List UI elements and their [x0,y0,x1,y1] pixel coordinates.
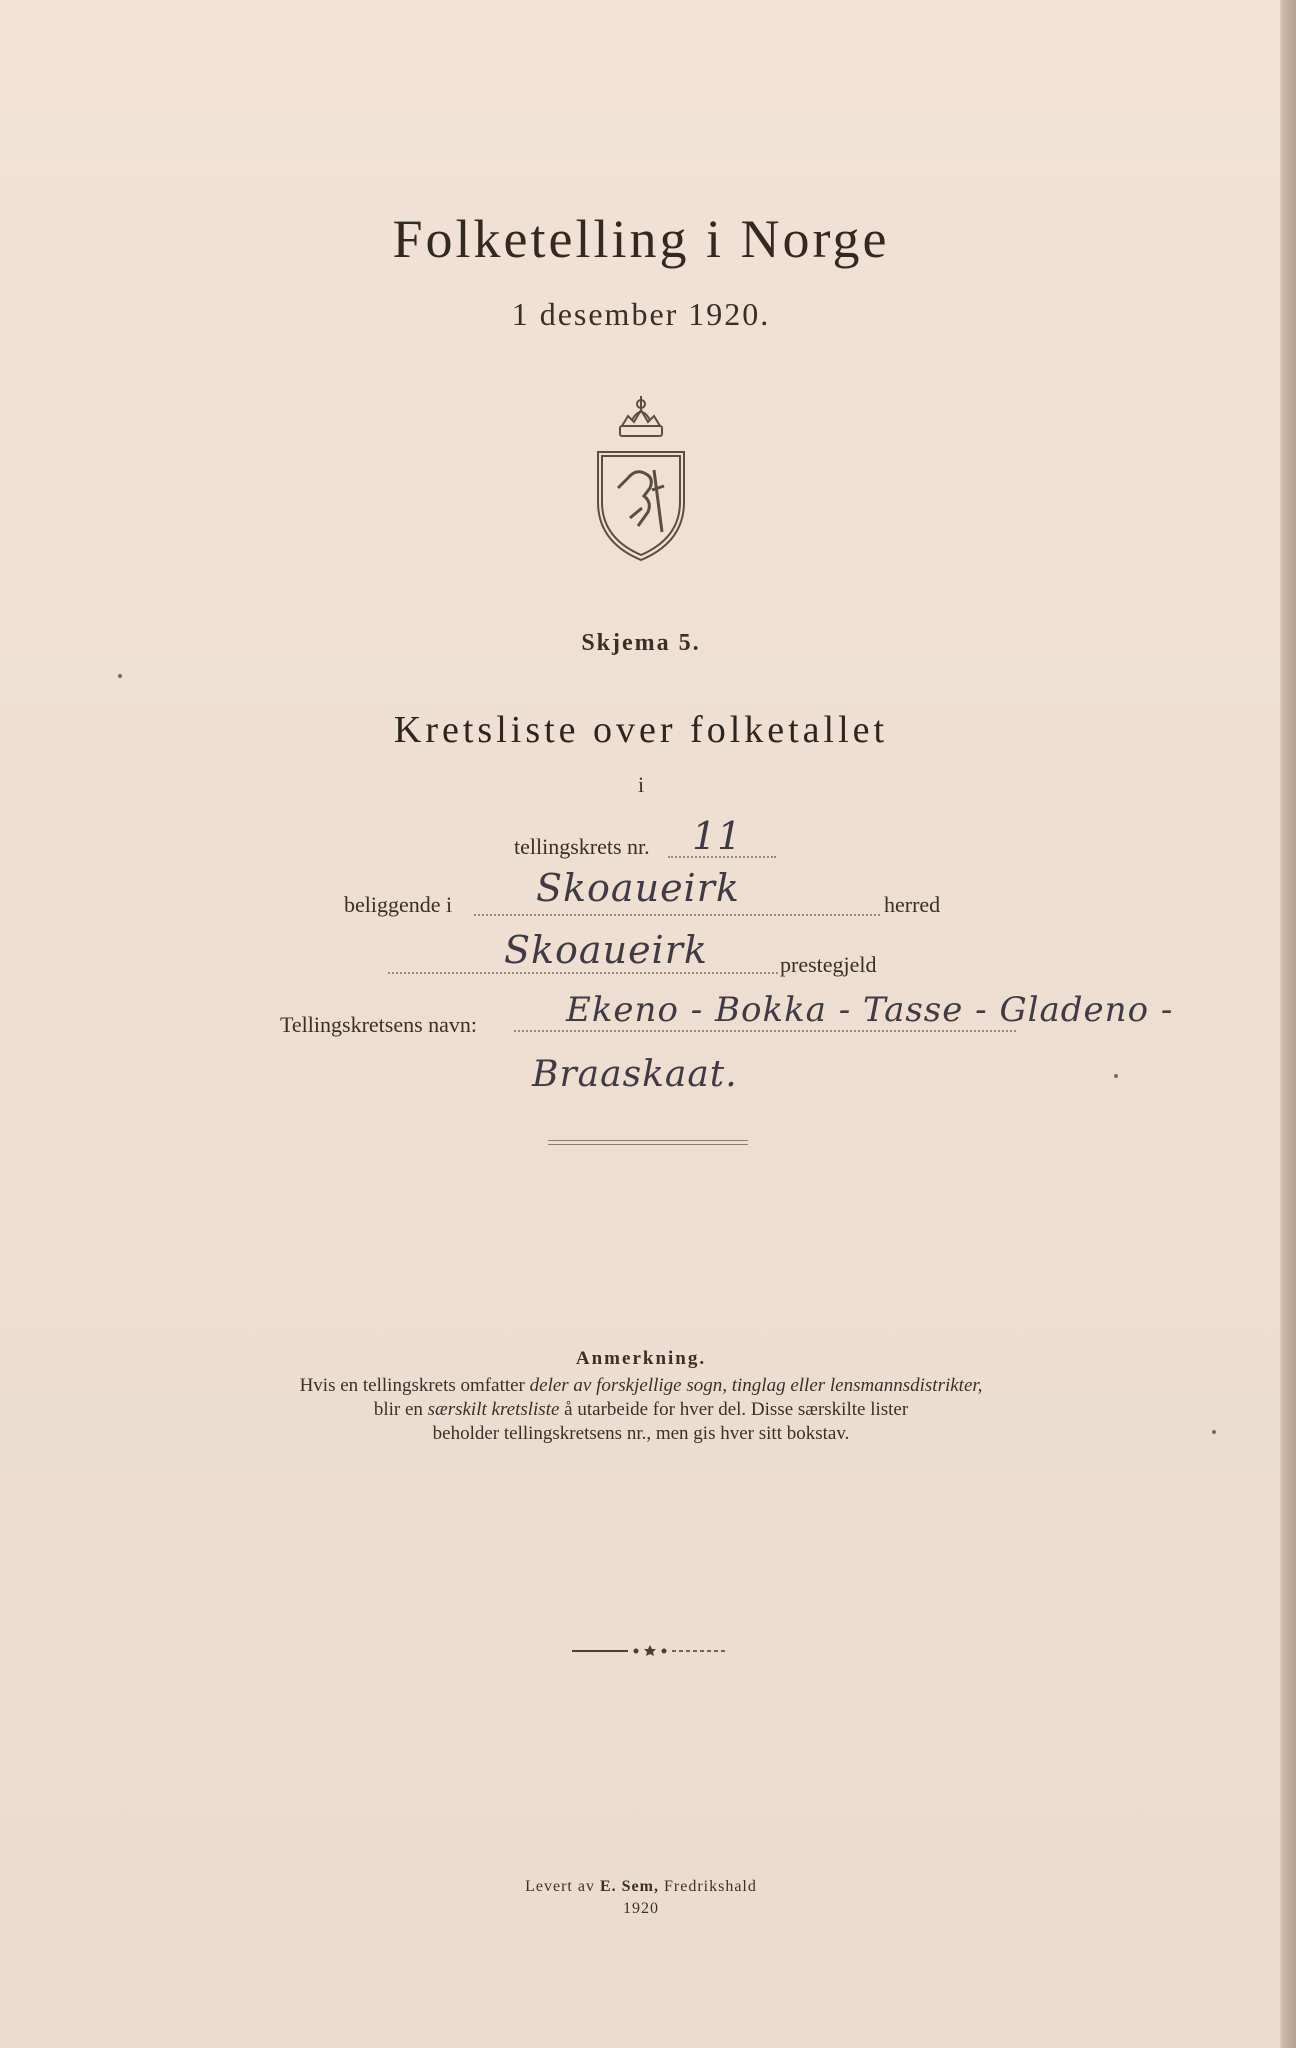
navn-line [514,1030,1016,1032]
navn-value-line2: Braaskaat. [532,1054,738,1095]
note-heading: Anmerkning. [575,1348,707,1369]
printer-credit-a: Levert av [525,1878,600,1895]
paper-speck [118,674,122,678]
prestegjeld-value: Skoaueirk [504,928,708,972]
page-edge [1282,0,1296,2048]
note-line-2 [0,1398,1282,1422]
printer-credit [0,1878,1282,1896]
note-line-2-italic: særskilt kretsliste [427,1399,560,1420]
herred-label: herred [884,892,941,917]
paper-speck [1212,1430,1216,1434]
note-line-2-text-a: blir en [373,1399,428,1420]
prestegjeld-line [388,972,778,974]
note-line-1-italic: deler av forskjellige sogn, tinglag eller lensmannsdistrikter, [529,1375,983,1396]
printer-place: Fredrikshald [658,1878,757,1895]
herred-value: Skoaueirk [536,866,740,910]
document-title: Folketelling i Norge [392,209,890,269]
note-line-1 [0,1374,1282,1398]
herred-line [474,914,880,916]
printer-name: E. Sem, [599,1878,659,1895]
navn-value-line1: Ekeno - Bokka - Tasse - Gladeno - [566,990,1174,1030]
form-heading: Kretsliste over folketallet [393,709,889,751]
navn-label: Tellingskretsens navn: [280,1012,478,1037]
note-line-3: beholder tellingskretsens nr., men gis hver sitt bokstav. [432,1423,850,1444]
schema-label: Skjema 5. [581,630,701,656]
connector-i: i [637,772,645,797]
ornament-divider-icon [570,1644,730,1658]
prestegjeld-label: prestegjeld [780,952,877,977]
note-line-1-text: Hvis en tellingskrets omfatter [299,1375,530,1396]
krets-label: tellingskrets nr. [514,834,650,859]
beliggende-label: beliggende i [344,892,453,917]
divider-line [548,1140,748,1141]
document-date: 1 desember 1920. [511,296,771,332]
divider-line-2 [548,1144,748,1145]
printer-year: 1920 [623,1900,659,1917]
krets-value: 11 [692,814,743,858]
note-line-2-text-b: å utarbeide for hver del. Disse særskilte lister [559,1399,909,1420]
norwegian-coat-of-arms-icon [592,392,690,564]
paper-speck [1114,1074,1118,1078]
